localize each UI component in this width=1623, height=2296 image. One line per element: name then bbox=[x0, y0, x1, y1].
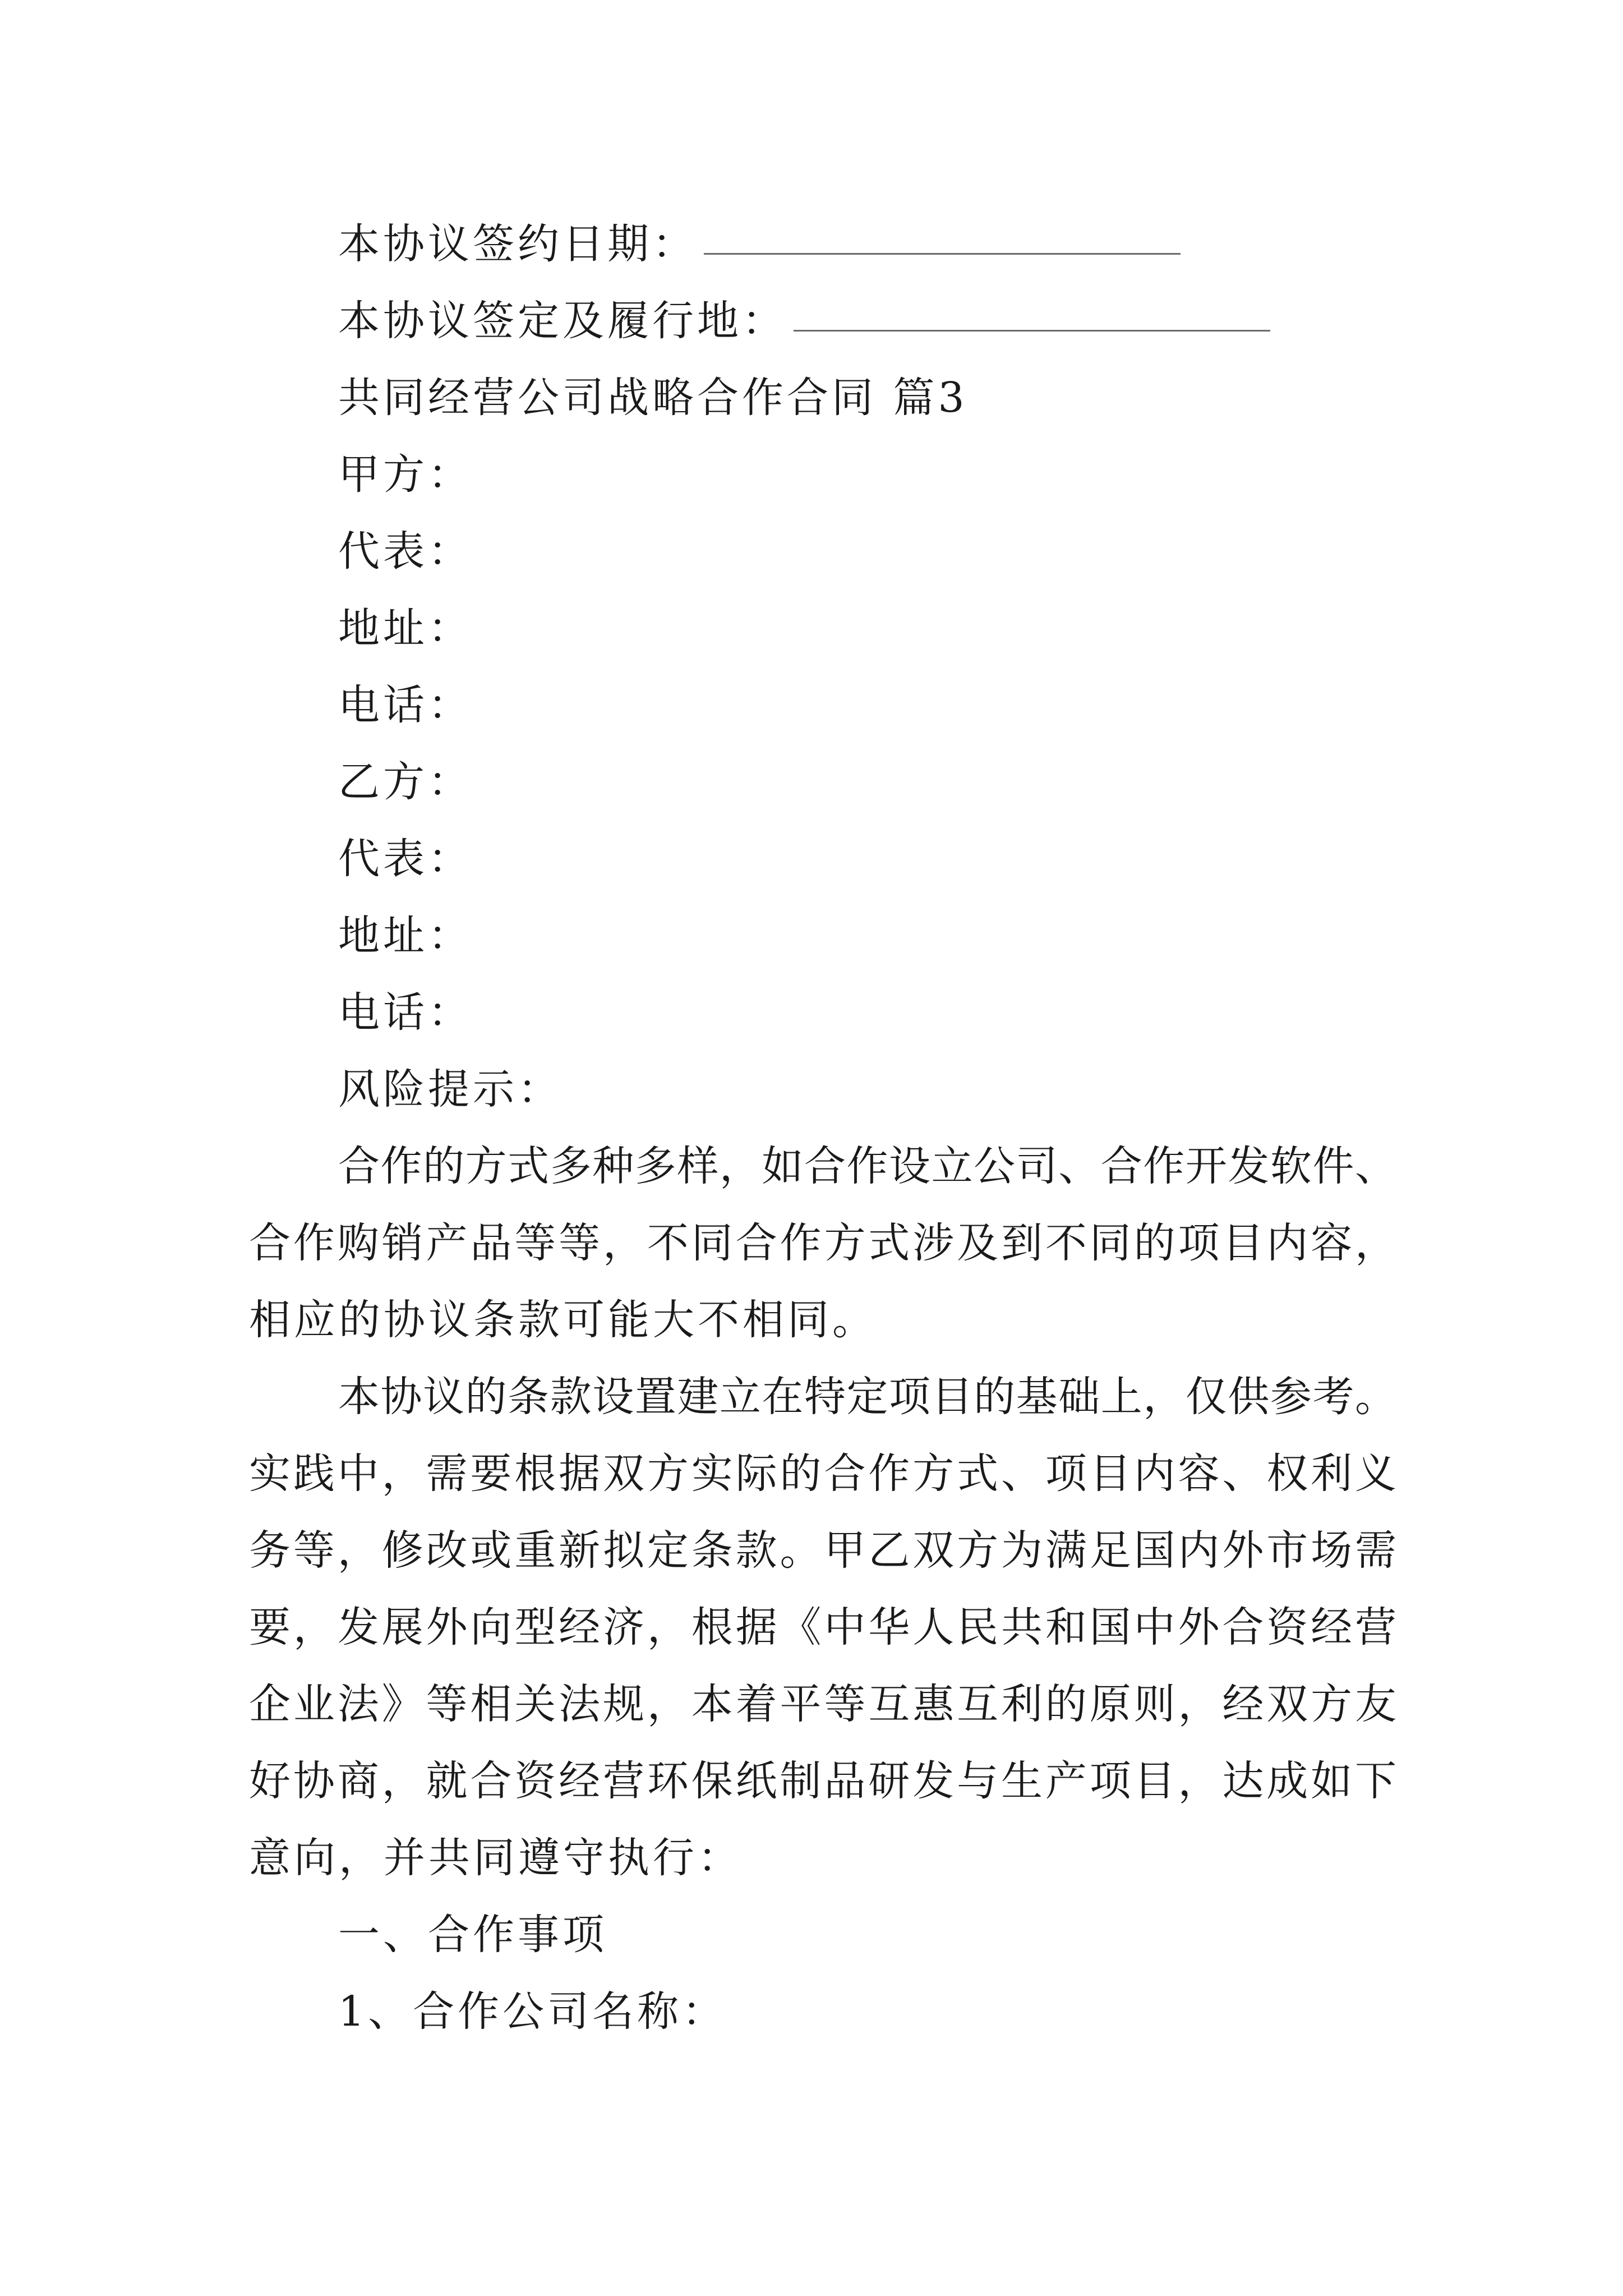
para2-line: 实践中，需要根据双方实际的合作方式、项目内容、权利义 bbox=[249, 1450, 1396, 1498]
section-title: 共同经营公司战略合作合同 篇3 bbox=[338, 374, 968, 422]
party-a-rep: 代表： bbox=[338, 527, 473, 576]
sign-date-blank[interactable] bbox=[704, 253, 1181, 255]
sign-place-blank[interactable] bbox=[794, 330, 1270, 332]
heading-cooperation-items: 一、合作事项 bbox=[338, 1911, 607, 1959]
sign-place-line bbox=[338, 297, 1270, 345]
sign-date-line bbox=[338, 220, 1181, 268]
para2-line: 意向，并共同遵守执行： bbox=[249, 1834, 743, 1882]
para2-line: 要，发展外向型经济，根据《中华人民共和国中外合资经营 bbox=[249, 1603, 1396, 1651]
para1-line: 相应的协议条款可能大不相同。 bbox=[249, 1296, 877, 1344]
party-a-address: 地址： bbox=[338, 604, 473, 652]
para2-line: 务等，修改或重新拟定条款。甲乙双方为满足国内外市场需 bbox=[249, 1526, 1396, 1575]
para2-line: 好协商，就合资经营环保纸制品研发与生产项目，达成如下 bbox=[249, 1757, 1396, 1805]
sign-place-label: 本协议签定及履行地： bbox=[338, 297, 787, 345]
para1-line: 合作购销产品等等，不同合作方式涉及到不同的项目内容， bbox=[249, 1219, 1396, 1267]
party-b-phone: 电话： bbox=[338, 988, 473, 1037]
sign-date-label: 本协议签约日期： bbox=[338, 220, 697, 268]
party-a-label: 甲方： bbox=[338, 450, 473, 499]
party-b-address: 地址： bbox=[338, 912, 473, 960]
item-company-name: 1、合作公司名称： bbox=[338, 1987, 727, 2036]
party-b-label: 乙方： bbox=[338, 758, 473, 806]
party-a-phone: 电话： bbox=[338, 681, 473, 729]
party-b-rep: 代表： bbox=[338, 835, 473, 883]
para2-line: 本协议的条款设置建立在特定项目的基础上，仅供参考。 bbox=[338, 1373, 1396, 1421]
para1-line: 合作的方式多种多样，如合作设立公司、合作开发软件、 bbox=[338, 1142, 1396, 1190]
risk-label: 风险提示： bbox=[338, 1065, 562, 1114]
para2-line: 企业法》等相关法规，本着平等互惠互利的原则，经双方友 bbox=[249, 1680, 1396, 1728]
